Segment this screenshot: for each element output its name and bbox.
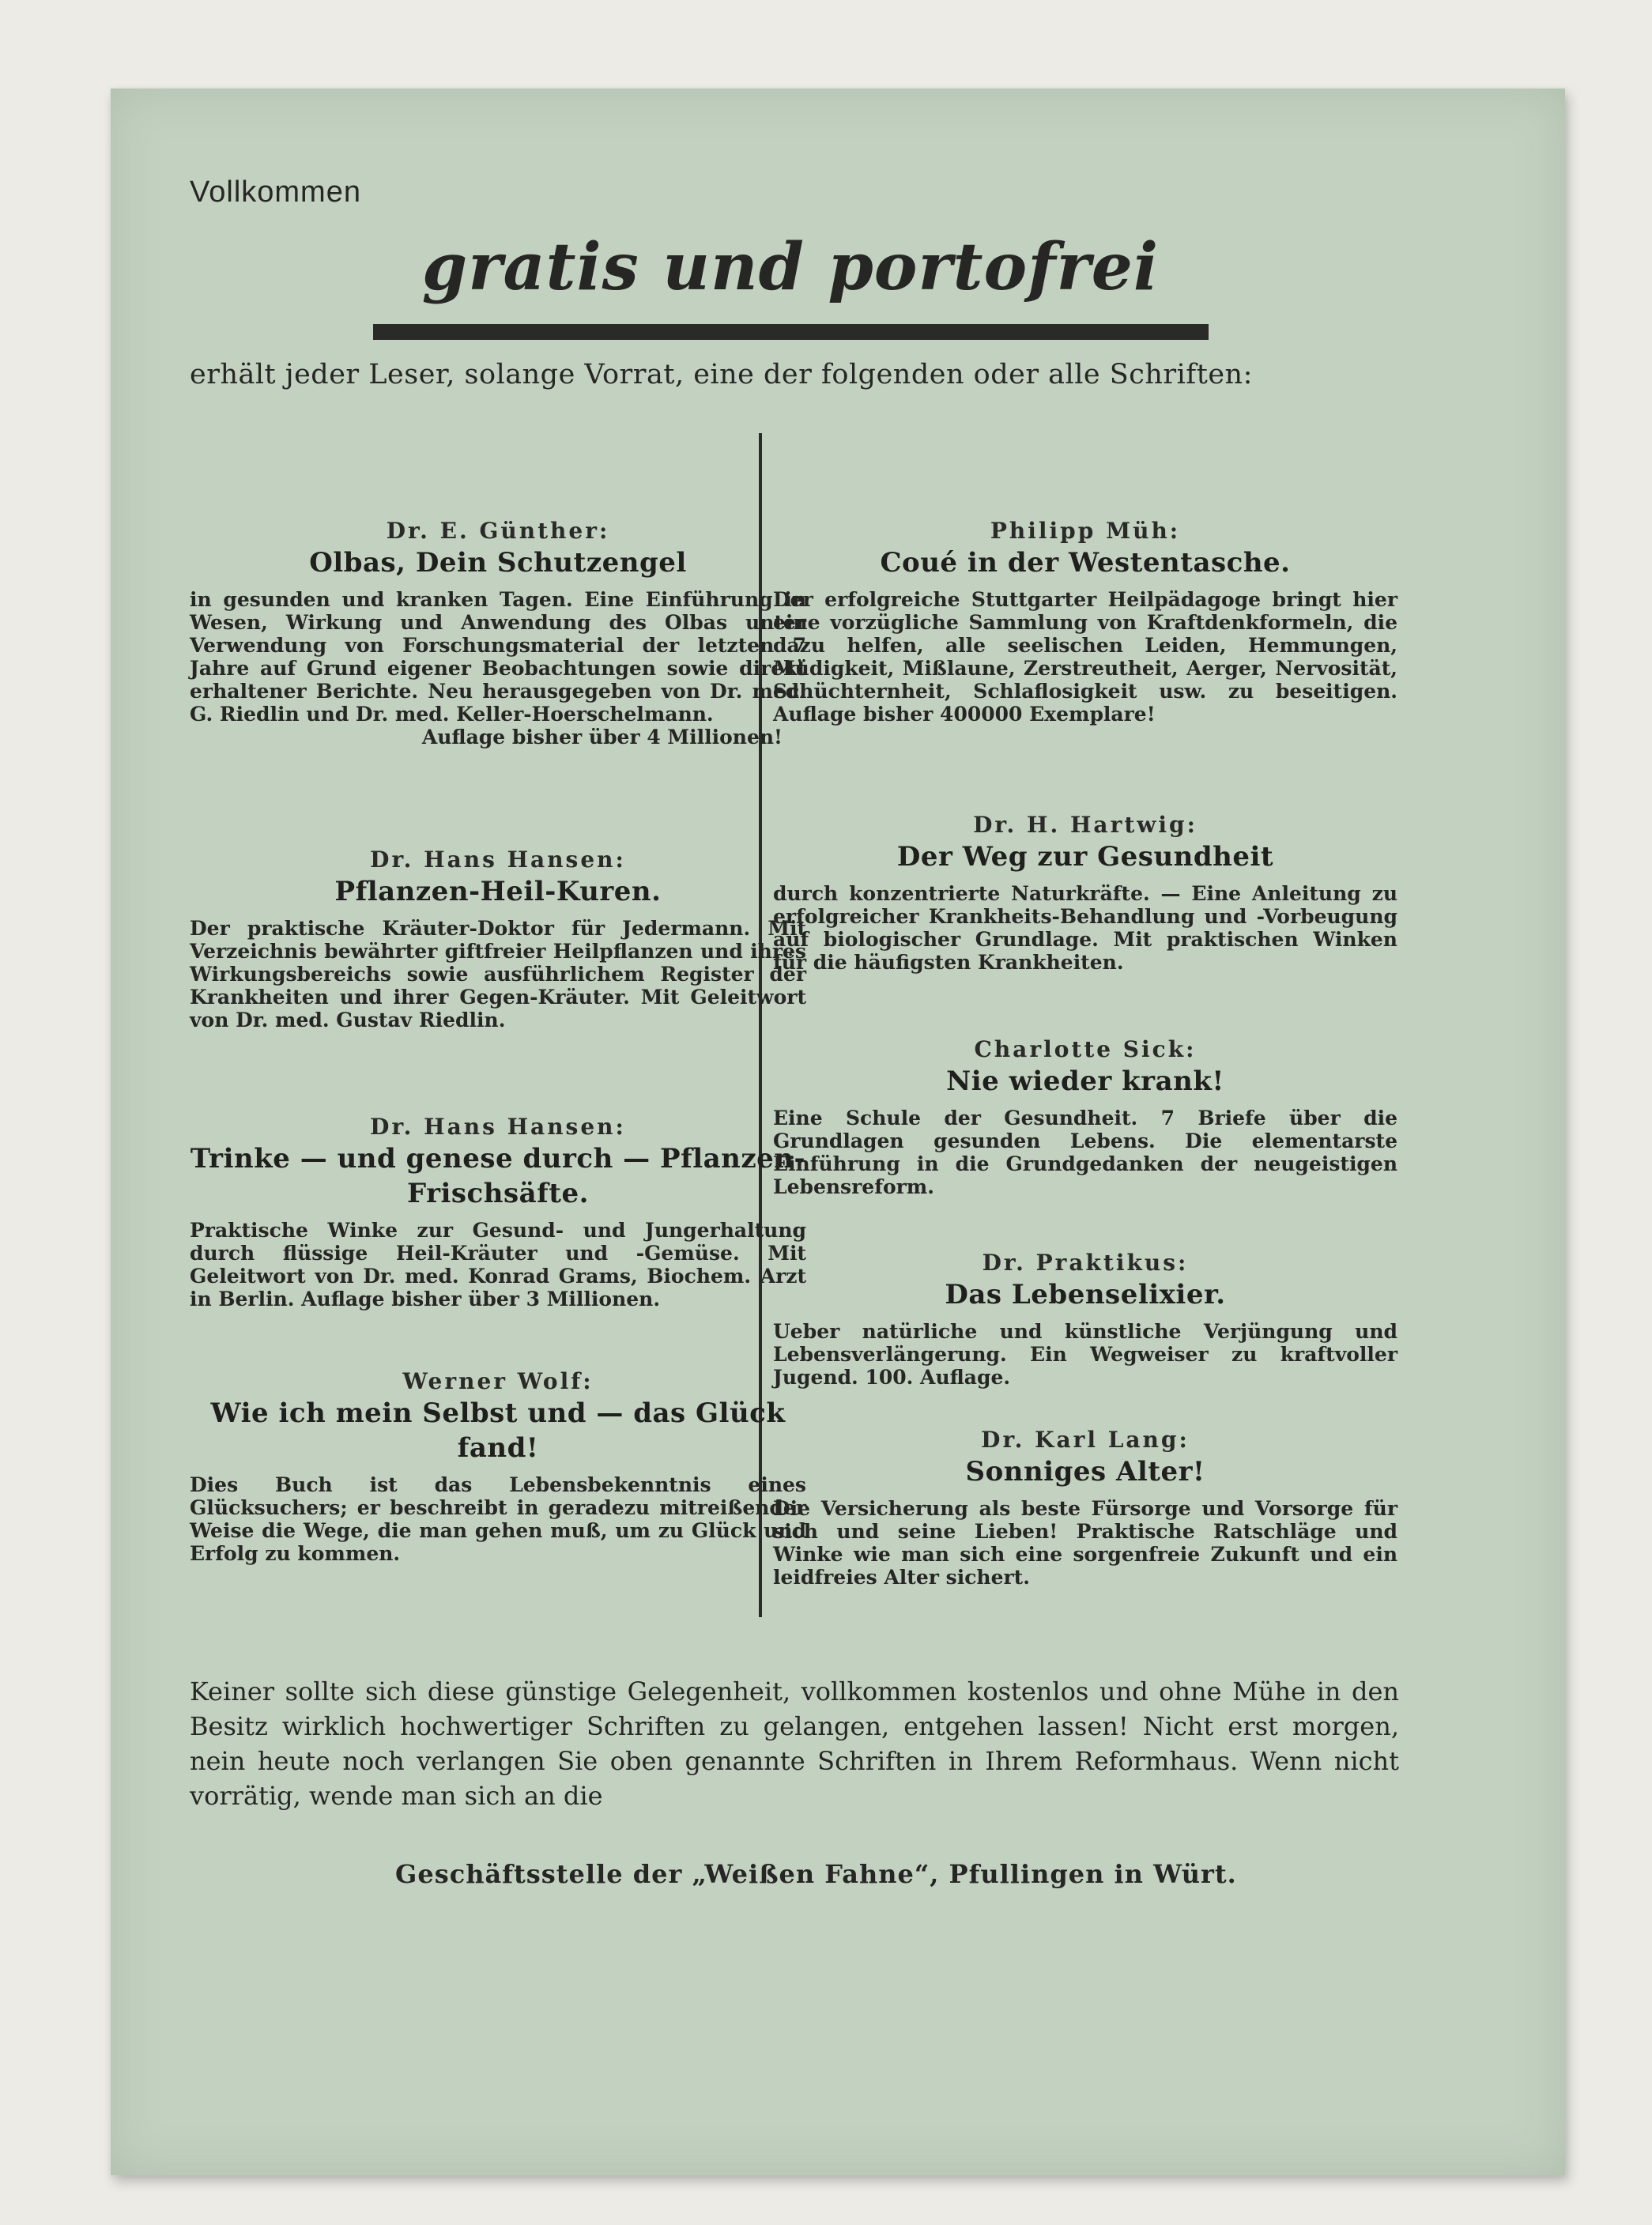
book-author: Dr. Hans Hansen: (370, 847, 626, 873)
book-entry (190, 1113, 806, 1310)
book-description: Der praktische Kräuter-Doktor für Jedermann. Mit Verzeichnis bewährter giftfreier Heilpflanzen und ihres Wirkungsbereichs sowie ausführlichem Register der Krankheiten und ihrer Gegen-Kräuter. Mit Geleitwort von Dr. med. Gustav Riedlin. (190, 917, 806, 1031)
book-title: Sonniges Alter! (965, 1456, 1205, 1488)
book-title: Nie wieder krank! (946, 1065, 1224, 1097)
book-author: Philipp Müh: (990, 518, 1181, 544)
book-description: Eine Schule der Gesundheit. 7 Briefe über die Grundlagen gesunden Lebens. Die elementarste Einführung in die Grundgedanken der neugeistigen Lebensreform. (773, 1107, 1397, 1198)
book-title: Das Lebenselixier. (945, 1279, 1226, 1310)
book-author: Dr. Karl Lang: (981, 1427, 1190, 1453)
book-description: Dies Buch ist das Lebensbekenntnis eines Glücksuchers; er beschreibt in geradezu mitreißender Weise die Wege, die man gehen muß, um zu Glück und Erfolg zu kommen. (190, 1473, 806, 1565)
book-author: Charlotte Sick: (974, 1036, 1197, 1062)
book-description: in gesunden und kranken Tagen. Eine Einführung in Wesen, Wirkung und Anwendung des Olbas unter Verwendung von Forschungsmaterial der letzten 7 Jahre auf Grund eigener Beobachtungen sowie direkt erhaltener Berichte. Neu herausgegeben von Dr. med. G. Riedlin und Dr. med. Keller-Hoerschelmann. (190, 588, 806, 726)
closing-paragraph: Keiner sollte sich diese günstige Gelegenheit, vollkommen kostenlos und ohne Mühe in den Besitz wirklich hochwertiger Schriften zu gelangen, entgehen lassen! Nicht erst morgen, nein heute noch verlangen Sie oben genannte Schriften in Ihrem Reformhaus. Wenn nicht vorrätig, wende man sich an die (190, 1676, 1399, 1811)
book-edition-note: Auflage bisher über 4 Millionen! (421, 726, 783, 749)
publisher-address: Geschäftsstelle der „Weißen Fahne“, Pfullingen in Würt. (395, 1859, 1237, 1889)
book-description: Praktische Winke zur Gesund- und Jungerhaltung durch flüssige Heil-Kräuter und -Gemüse. Mit Geleitwort von Dr. med. Konrad Grams, Biochem. Arzt in Berlin. Auflage bisher über 3 Millionen. (190, 1219, 806, 1310)
book-entry (773, 1249, 1397, 1389)
book-entry (773, 811, 1397, 974)
book-author: Werner Wolf: (402, 1368, 594, 1394)
headline-underline (373, 324, 1209, 340)
book-description: Der erfolgreiche Stuttgarter Heilpädagoge bringt hier eine vorzügliche Sammlung von Kraftdenkformeln, die dazu helfen, alle seelischen Leiden, Hemmungen, Müdigkeit, Mißlaune, Zerstreutheit, Aerger, Nervosität, Schüchternheit, Schlaflosigkeit usw. zu beseitigen. Auflage bisher 400000 Exemplare! (773, 588, 1397, 726)
book-description: Die Versicherung als beste Fürsorge und Vorsorge für sich und seine Lieben! Praktische Ratschläge und Winke wie man sich eine sorgenfreie Zukunft und ein leidfreies Alter sichert. (773, 1497, 1397, 1589)
book-description: durch konzentrierte Naturkräfte. — Eine Anleitung zu erfolgreicher Krankheits-Behandlung und -Vorbeugung auf biologischer Grundlage. Mit praktischen Winken für die häufigsten Krankheiten. (773, 882, 1397, 974)
book-title: Coué in der Westentasche. (880, 547, 1291, 579)
book-title: Trinke — und genese durch — Pflanzen-Frischsäfte. (190, 1143, 806, 1209)
book-title: Der Weg zur Gesundheit (896, 841, 1274, 873)
book-author: Dr. E. Günther: (386, 518, 610, 544)
book-entry (190, 846, 806, 1031)
book-entry (773, 1426, 1397, 1589)
book-entry (773, 1035, 1397, 1198)
book-author: Dr. Praktikus: (982, 1250, 1189, 1276)
book-description: Ueber natürliche und künstliche Verjüngung und Lebensverlängerung. Ein Wegweiser zu kraftvoller Jugend. 100. Auflage. (773, 1320, 1397, 1389)
book-title: Pflanzen-Heil-Kuren. (334, 876, 662, 907)
subline: erhält jeder Leser, solange Vorrat, eine der folgenden oder alle Schriften: (190, 359, 1253, 390)
book-title: Olbas, Dein Schutzengel (309, 547, 687, 579)
book-title: Wie ich mein Selbst und — das Glück fand! (210, 1397, 786, 1464)
book-author: Dr. Hans Hansen: (370, 1114, 626, 1140)
book-entry (190, 1367, 806, 1565)
intro-word: Vollkommen (190, 175, 361, 209)
book-entry (190, 517, 806, 749)
headline: gratis und portofrei (421, 229, 1160, 305)
book-author: Dr. H. Hartwig: (973, 812, 1198, 838)
book-entry (773, 517, 1397, 726)
